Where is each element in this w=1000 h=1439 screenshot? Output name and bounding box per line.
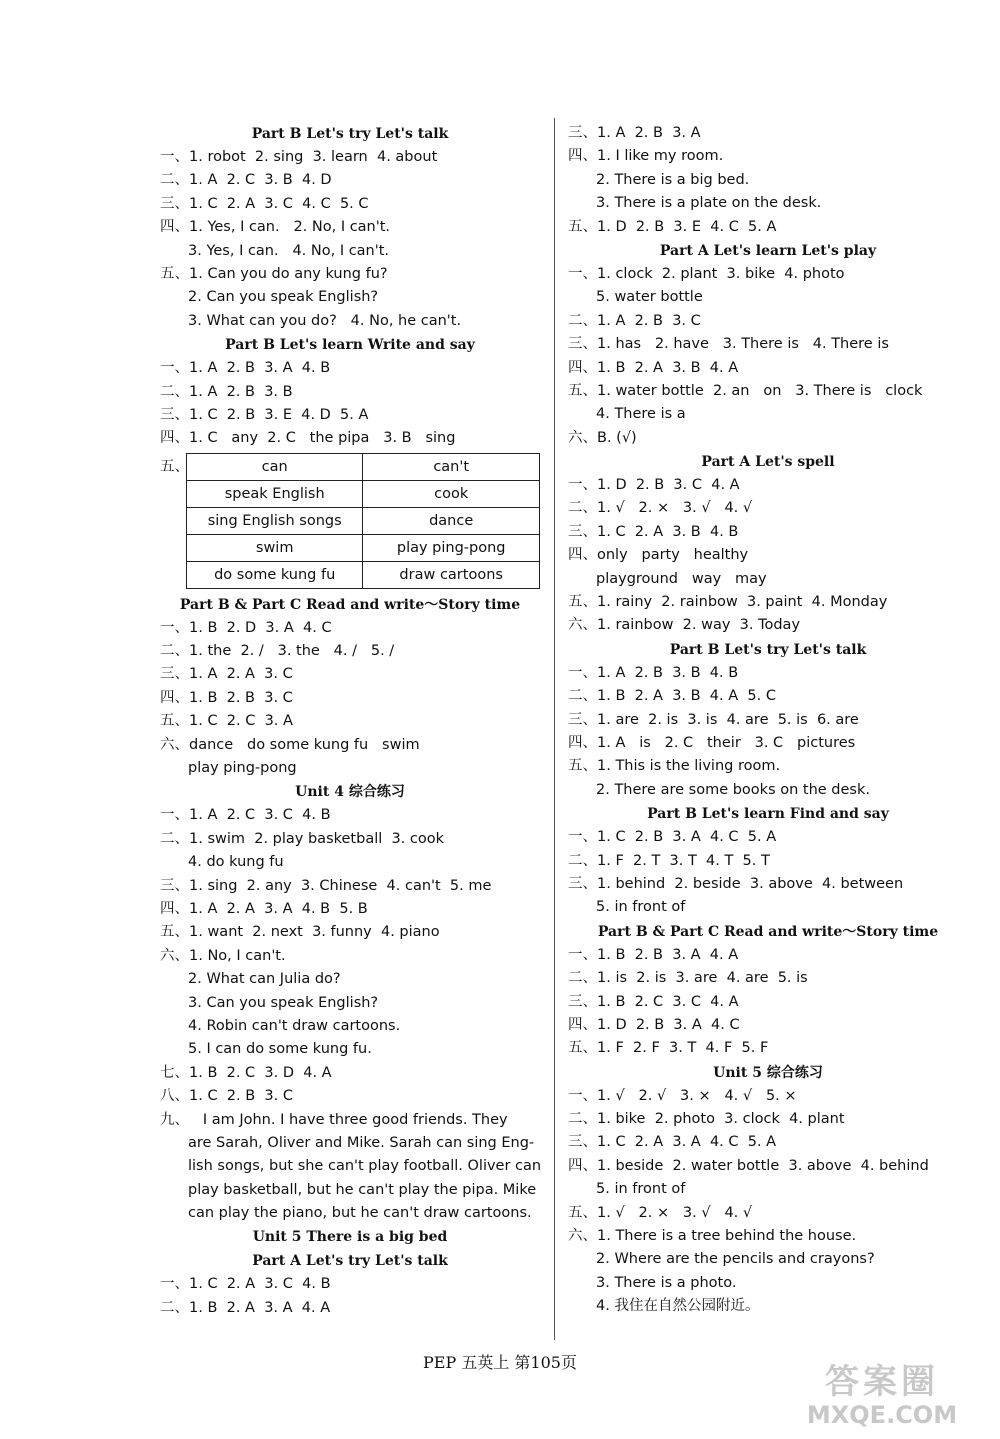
answer-line: 四、1. B 2. B 3. C	[160, 689, 293, 706]
section-heading: Unit 4 综合练习	[295, 784, 405, 801]
answer-line: 一、1. A 2. B 3. A 4. B	[160, 360, 331, 377]
answer-line: are Sarah, Oliver and Mike. Sarah can sing Eng-	[188, 1134, 535, 1151]
answer-line: 五、1. √ 2. × 3. √ 4. √	[568, 1204, 753, 1221]
section-heading: Part B Let's learn Write and say	[225, 337, 475, 354]
answer-line: 六、B. (√)	[568, 429, 637, 446]
answer-line: 三、1. A 2. A 3. C	[160, 666, 293, 683]
answer-line: 四、1. A is 2. C their 3. C pictures	[568, 734, 856, 751]
answer-table-block	[160, 453, 540, 589]
answer-line: 一、1. D 2. B 3. C 4. A	[568, 477, 740, 494]
answer-column-right	[568, 122, 968, 1319]
answer-line: 二、1. √ 2. × 3. √ 4. √	[568, 500, 753, 517]
table-row	[187, 534, 540, 561]
answer-line: 3. What can you do? 4. No, he can't.	[188, 312, 462, 329]
answer-line: lish songs, but she can't play football. Oliver can	[188, 1158, 542, 1175]
section-heading: Part B Let's try Let's talk	[251, 126, 449, 142]
answer-line: 三、1. C 2. B 3. E 4. D 5. A	[160, 406, 369, 423]
section-heading: Unit 5 There is a big bed	[252, 1229, 448, 1246]
answer-line: 五、1. water bottle 2. an on 3. There is clock	[568, 382, 923, 399]
answer-line: 2. There are some books on the desk.	[596, 781, 870, 798]
section-heading: Part A Let's learn Let's play	[659, 242, 877, 259]
watermark-text: 答案圈	[825, 1362, 939, 1402]
table-cell: sing English songs	[187, 507, 363, 534]
answer-line: 五、1. F 2. F 3. T 4. F 5. F	[568, 1040, 769, 1057]
answer-line: 六、1. rainbow 2. way 3. Today	[568, 617, 801, 634]
answer-line: 四、1. Yes, I can. 2. No, I can't.	[160, 219, 391, 236]
answer-line: 二、1. F 2. T 3. T 4. T 5. T	[568, 852, 770, 869]
section-heading: Part B Let's try Let's talk	[669, 641, 867, 658]
answer-line: 3. There is a plate on the desk.	[596, 195, 822, 212]
answer-line: 二、1. swim 2. play basketball 3. cook	[160, 830, 445, 847]
section-heading: Part B & Part C Read and write～Story time	[597, 923, 939, 940]
table-cell: do some kung fu	[187, 561, 363, 588]
table-cell: speak English	[187, 480, 363, 507]
answer-line: 三、1. B 2. C 3. C 4. A	[568, 993, 739, 1010]
answer-line: 二、1. the 2. / 3. the 4. / 5. /	[160, 643, 395, 660]
answer-line: play basketball, but he can't play the pipa. Mike	[188, 1181, 537, 1198]
answer-line: 一、1. B 2. D 3. A 4. C	[160, 619, 332, 636]
table-row	[187, 480, 540, 507]
watermark-logo	[782, 1362, 982, 1430]
answer-line: playground way may	[596, 570, 767, 587]
answer-line: 4. do kung fu	[188, 854, 284, 871]
table-cell: play ping-pong	[363, 534, 540, 561]
table-cell: can't	[363, 453, 540, 480]
answer-line: 4. Robin can't draw cartoons.	[188, 1017, 401, 1034]
answer-line: 三、1. C 2. A 3. A 4. C 5. A	[568, 1134, 777, 1151]
column-divider	[554, 118, 555, 1340]
section-heading: Unit 5 综合练习	[713, 1064, 823, 1081]
answer-line: 三、1. behind 2. beside 3. above 4. between	[568, 875, 904, 892]
answer-line: 二、1. bike 2. photo 3. clock 4. plant	[568, 1111, 845, 1128]
answer-line: 五、1. rainy 2. rainbow 3. paint 4. Monday	[568, 594, 888, 611]
answer-line: 二、1. A 2. B 3. C	[568, 312, 701, 329]
answer-line: can play the piano, but he can't draw cartoons.	[188, 1205, 532, 1222]
table-cell: dance	[363, 507, 540, 534]
answer-line: play ping-pong	[188, 760, 297, 777]
answer-line: 三、1. A 2. B 3. A	[568, 125, 701, 141]
can-cant-table	[186, 453, 540, 589]
answer-line: 2. Can you speak English?	[188, 289, 379, 306]
table-cell: can	[187, 453, 363, 480]
answer-line: 五、1. D 2. B 3. E 4. C 5. A	[568, 218, 777, 235]
answer-line: 一、1. robot 2. sing 3. learn 4. about	[160, 149, 438, 165]
answer-line: 二、1. B 2. A 3. A 4. A	[160, 1299, 331, 1316]
answer-line: 5. water bottle	[596, 289, 703, 306]
answer-line: 一、1. A 2. B 3. B 4. B	[568, 664, 739, 681]
table-row	[187, 453, 540, 480]
answer-line: 三、1. C 2. A 3. B 4. B	[568, 523, 739, 540]
answer-line: 4. There is a	[596, 406, 686, 423]
section-heading: Part A Let's spell	[701, 454, 835, 471]
answer-line: 二、1. is 2. is 3. are 4. are 5. is	[568, 970, 808, 987]
table-row	[187, 561, 540, 588]
section-heading: Part B Let's learn Find and say	[647, 806, 889, 823]
answer-line: 4. 我住在自然公园附近。	[596, 1298, 760, 1315]
section-heading: Part A Let's try Let's talk	[252, 1253, 448, 1270]
table-cell: draw cartoons	[363, 561, 540, 588]
answer-line: 九、 I am John. I have three good friends. They	[160, 1111, 508, 1128]
answer-line: 二、1. B 2. A 3. B 4. A 5. C	[568, 688, 776, 705]
answer-line: 3. Yes, I can. 4. No, I can't.	[188, 242, 390, 259]
answer-line: 三、1. are 2. is 3. is 4. are 5. is 6. are	[568, 711, 859, 728]
answer-line: 四、1. B 2. A 3. B 4. A	[568, 359, 739, 376]
answer-line: 四、1. C any 2. C the pipa 3. B sing	[160, 430, 456, 447]
answer-line: 五、1. C 2. C 3. A	[160, 713, 293, 730]
section-heading: Part B & Part C Read and write～Story time	[179, 596, 521, 613]
answer-line: 二、1. A 2. C 3. B 4. D	[160, 172, 332, 189]
answer-line: 六、1. No, I can't.	[160, 947, 286, 964]
answer-line: 一、1. A 2. C 3. C 4. B	[160, 807, 331, 824]
answer-line: 五、1. want 2. next 3. funny 4. piano	[160, 924, 440, 941]
answer-line: 2. There is a big bed.	[596, 171, 750, 188]
watermark-url: MXQE.COM	[806, 1401, 958, 1429]
answer-line: 一、1. C 2. B 3. A 4. C 5. A	[568, 829, 777, 846]
answer-line: 5. I can do some kung fu.	[188, 1041, 372, 1058]
page-footer: PEP 五英上 第105页	[423, 1353, 577, 1372]
answer-line: 一、1. clock 2. plant 3. bike 4. photo	[568, 265, 845, 282]
answer-line: 五、1. This is the living room.	[568, 758, 781, 775]
answer-line: 2. Where are the pencils and crayons?	[596, 1251, 875, 1268]
answer-line: 四、1. A 2. A 3. A 4. B 5. B	[160, 900, 368, 917]
answer-line: 四、1. D 2. B 3. A 4. C	[568, 1016, 740, 1033]
answer-line: 八、1. C 2. B 3. C	[160, 1088, 293, 1105]
answer-line: 一、1. C 2. A 3. C 4. B	[160, 1276, 331, 1293]
table-cell: swim	[187, 534, 363, 561]
answer-line: 三、1. C 2. A 3. C 4. C 5. C	[160, 195, 369, 212]
answer-line: 2. What can Julia do?	[188, 971, 341, 988]
answer-line: 四、1. beside 2. water bottle 3. above 4. behind	[568, 1157, 929, 1174]
answer-line: 5. in front of	[596, 899, 686, 916]
answer-line: 四、1. I like my room.	[568, 148, 724, 165]
answer-line: 二、1. A 2. B 3. B	[160, 383, 293, 400]
answer-line: 四、only party healthy	[568, 547, 749, 564]
answer-line: 3. Can you speak English?	[188, 994, 379, 1011]
answer-line: 三、1. sing 2. any 3. Chinese 4. can't 5. me	[160, 877, 492, 894]
table-row	[187, 507, 540, 534]
answer-line: 七、1. B 2. C 3. D 4. A	[160, 1064, 332, 1081]
answer-line: 三、1. has 2. have 3. There is 4. There is	[568, 336, 889, 353]
table-cell: cook	[363, 480, 540, 507]
answer-line: 一、1. B 2. B 3. A 4. A	[568, 946, 739, 963]
answer-line: 一、1. √ 2. √ 3. × 4. √ 5. ×	[568, 1087, 797, 1104]
answer-line: 5. in front of	[596, 1181, 686, 1198]
question-number: 五、	[160, 458, 189, 475]
answer-line: 五、1. Can you do any kung fu?	[160, 265, 388, 282]
answer-line: 3. There is a photo.	[596, 1274, 737, 1291]
answer-line: 六、1. There is a tree behind the house.	[568, 1228, 857, 1245]
answer-line: 六、dance do some kung fu swim	[160, 736, 420, 753]
answer-column-left	[160, 122, 540, 1320]
